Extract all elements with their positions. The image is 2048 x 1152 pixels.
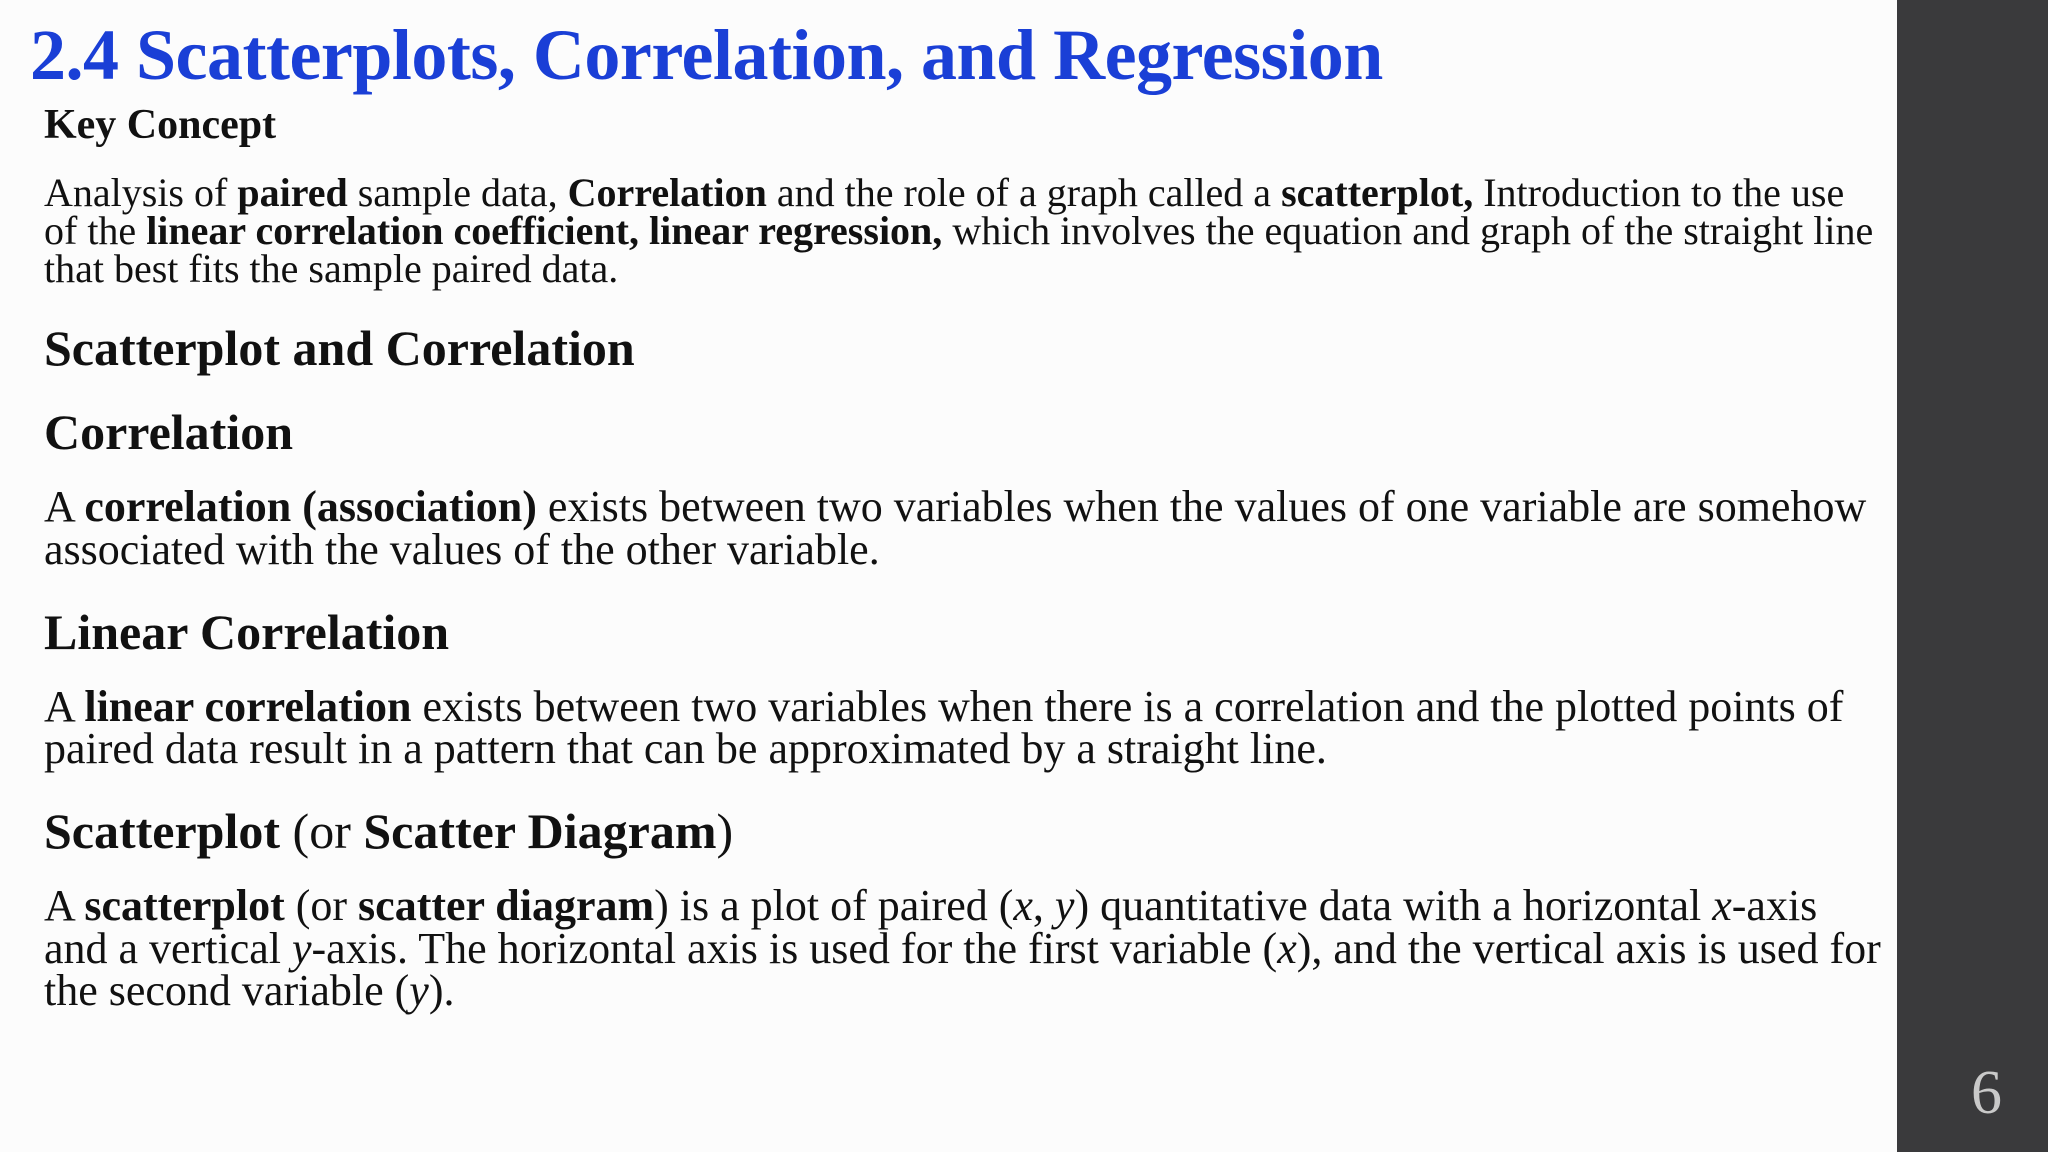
key-concept-heading: Key Concept	[44, 102, 277, 148]
scatterplot-heading: Scatterplot (or Scatter Diagram)	[44, 803, 734, 860]
slide-content	[44, 100, 1884, 1043]
section-heading: Scatterplot and Correlation	[44, 320, 635, 377]
key-concept-paragraph: Analysis of paired sample data, Correlation and the role of a graph called a scatterplot, Introduction to the use of the linear correlation coefficient, linear regression, which involves the equation and graph of the straight line that best fits the sample paired data.	[44, 170, 1874, 292]
correlation-heading: Correlation	[44, 404, 294, 461]
right-sidebar	[1897, 0, 2048, 1152]
linear-correlation-definition: A linear correlation exists between two variables when there is a correlation and the plotted points of paired data result in a pattern that can be approximated by a straight line.	[44, 681, 1844, 774]
scatterplot-definition: A scatterplot (or scatter diagram) is a plot of paired (x, y) quantitative data with a horizontal x-axis and a vertical y-axis. The horizontal axis is used for the first variable (x), and the vertical axis is used for the second variable (y).	[44, 881, 1881, 1016]
slide-title: 2.4 Scatterplots, Correlation, and Regression	[30, 15, 1383, 95]
page-number: 6	[1971, 1059, 2002, 1127]
linear-correlation-heading: Linear Correlation	[44, 603, 450, 660]
correlation-definition: A correlation (association) exists between two variables when the values of one variable are somehow associated with the values of the other variable.	[44, 482, 1867, 575]
